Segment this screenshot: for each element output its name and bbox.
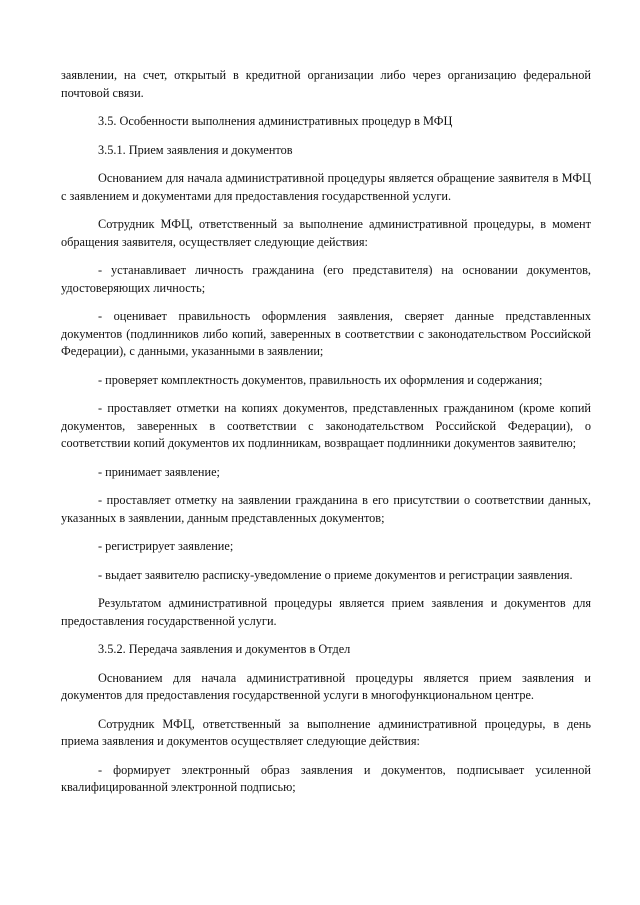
paragraph: Сотрудник МФЦ, ответственный за выполнение административной процедуры, в момент обращения заявителя, осуществляет следующие действия: bbox=[61, 217, 591, 249]
section-heading-3-5: 3.5. Особенности выполнения административных процедур в МФЦ bbox=[98, 114, 453, 128]
list-item: - проставляет отметки на копиях документов, представленных гражданином (кроме копий документов, заверенных в соответствии с законодательством Российской Федерации), о соответствии копий документов их подлинникам, возвращает подлинники документов заявителю; bbox=[61, 401, 591, 450]
paragraph: Основанием для начала административной процедуры является прием заявления и документов для предоставления государственной услуги в многофункциональном центре. bbox=[61, 670, 591, 702]
list-item: - регистрирует заявление; bbox=[98, 539, 234, 553]
list-item: - оценивает правильность оформления заявления, сверяет данные представленных документов (подлинников либо копий, заверенных в соответствии с законодательством Российской Федерации), с данными, указанными в заявлении; bbox=[61, 309, 591, 358]
subsection-heading-3-5-1: 3.5.1. Прием заявления и документов bbox=[98, 142, 293, 157]
list-item: - устанавливает личность гражданина (его представителя) на основании документов, удостоверяющих личность; bbox=[61, 263, 591, 295]
paragraph: Сотрудник МФЦ, ответственный за выполнение административной процедуры, в день приема заявления и документов осуществляет следующие действия: bbox=[61, 716, 591, 748]
list-item: - формирует электронный образ заявления и документов, подписывает усиленной квалифицированной электронной подписью; bbox=[61, 762, 591, 794]
document-body bbox=[61, 67, 591, 808]
paragraph: Результатом административной процедуры является прием заявления и документов для предоставления государственной услуги. bbox=[61, 596, 591, 628]
subsection-heading-3-5-2: 3.5.2. Передача заявления и документов в Отдел bbox=[98, 642, 351, 656]
list-item: - проверяет комплектность документов, правильность их оформления и содержания; bbox=[98, 372, 543, 387]
list-item: - принимает заявление; bbox=[98, 464, 220, 479]
list-item: - выдает заявителю расписку-уведомление о приеме документов и регистрации заявления. bbox=[98, 567, 573, 582]
list-item: - проставляет отметку на заявлении гражданина в его присутствии о соответствии данных, указанных в заявлении, данным представленных документов; bbox=[61, 493, 591, 525]
paragraph-continuation: заявлении, на счет, открытый в кредитной организации либо через организацию федеральной почтовой связи. bbox=[61, 68, 591, 100]
paragraph: Основанием для начала административной процедуры является обращение заявителя в МФЦ с заявлением и документами для предоставления государственной услуги. bbox=[61, 171, 591, 203]
